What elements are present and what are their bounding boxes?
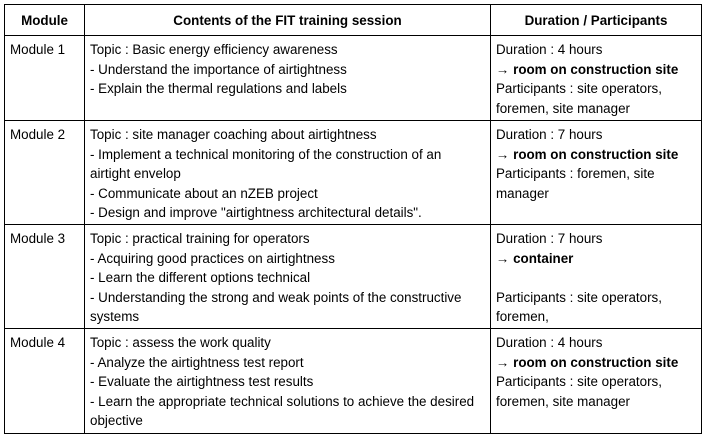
contents-cell xyxy=(85,329,491,433)
duration-text: Duration : 7 hours xyxy=(496,127,603,143)
module-cell: Module 4 xyxy=(5,329,85,433)
header-contents: Contents of the FIT training session xyxy=(85,5,491,36)
contents-cell xyxy=(85,121,491,225)
table-row xyxy=(5,121,702,225)
participants-text: Participants : site operators, foremen, xyxy=(496,289,662,325)
module-cell: Module 2 xyxy=(5,121,85,225)
module-cell: Module 1 xyxy=(5,36,85,121)
content-item: - Understanding the strong and weak points of the constructive systems xyxy=(90,289,462,325)
topic-text: Topic : site manager coaching about airtightness xyxy=(90,127,377,143)
duration-text: Duration : 7 hours xyxy=(496,231,603,247)
content-item: - Learn the different options technical xyxy=(90,270,311,286)
content-item: - Acquiring good practices on airtightness xyxy=(90,250,335,266)
location-text: → room on construction site xyxy=(496,146,679,162)
table-row xyxy=(5,36,702,121)
content-item: - Learn the appropriate technical solutions to achieve the desired objective xyxy=(90,393,475,429)
participants-text: Participants : site operators, foremen, site manager xyxy=(496,374,662,409)
contents-cell xyxy=(85,36,491,121)
content-item: - Understand the importance of airtightness xyxy=(90,61,347,77)
content-item: - Evaluate the airtightness test results xyxy=(90,374,314,390)
contents-cell xyxy=(85,225,491,329)
duration-cell xyxy=(491,329,702,433)
location-text: → room on construction site xyxy=(496,354,679,370)
content-item: - Analyze the airtightness test report xyxy=(90,354,304,370)
content-item: - Explain the thermal regulations and labels xyxy=(90,81,347,97)
content-item: - Design and improve "airtightness architectural details". xyxy=(90,205,422,221)
training-table xyxy=(4,4,702,434)
content-item: - Communicate about an nZEB project xyxy=(90,185,318,201)
duration-text: Duration : 4 hours xyxy=(496,335,603,351)
duration-cell xyxy=(491,121,702,225)
topic-text: Topic : Basic energy efficiency awareness xyxy=(90,42,338,58)
content-item: - Implement a technical monitoring of the construction of an airtight envelop xyxy=(90,146,442,182)
module-cell: Module 3 xyxy=(5,225,85,329)
location-text: → container xyxy=(496,250,574,266)
duration-cell xyxy=(491,36,702,121)
participants-text: Participants : site operators, foremen, site manager xyxy=(496,81,662,116)
header-row xyxy=(5,5,702,36)
blank-line xyxy=(496,268,696,287)
header-duration: Duration / Participants xyxy=(491,5,702,36)
duration-text: Duration : 4 hours xyxy=(496,42,603,58)
header-module: Module xyxy=(5,5,85,36)
location-text: → room on construction site xyxy=(496,61,679,77)
topic-text: Topic : practical training for operators xyxy=(90,231,310,247)
participants-text: Participants : foremen, site manager xyxy=(496,166,655,201)
topic-text: Topic : assess the work quality xyxy=(90,335,271,351)
table-row xyxy=(5,225,702,329)
table-row xyxy=(5,329,702,433)
duration-cell xyxy=(491,225,702,329)
